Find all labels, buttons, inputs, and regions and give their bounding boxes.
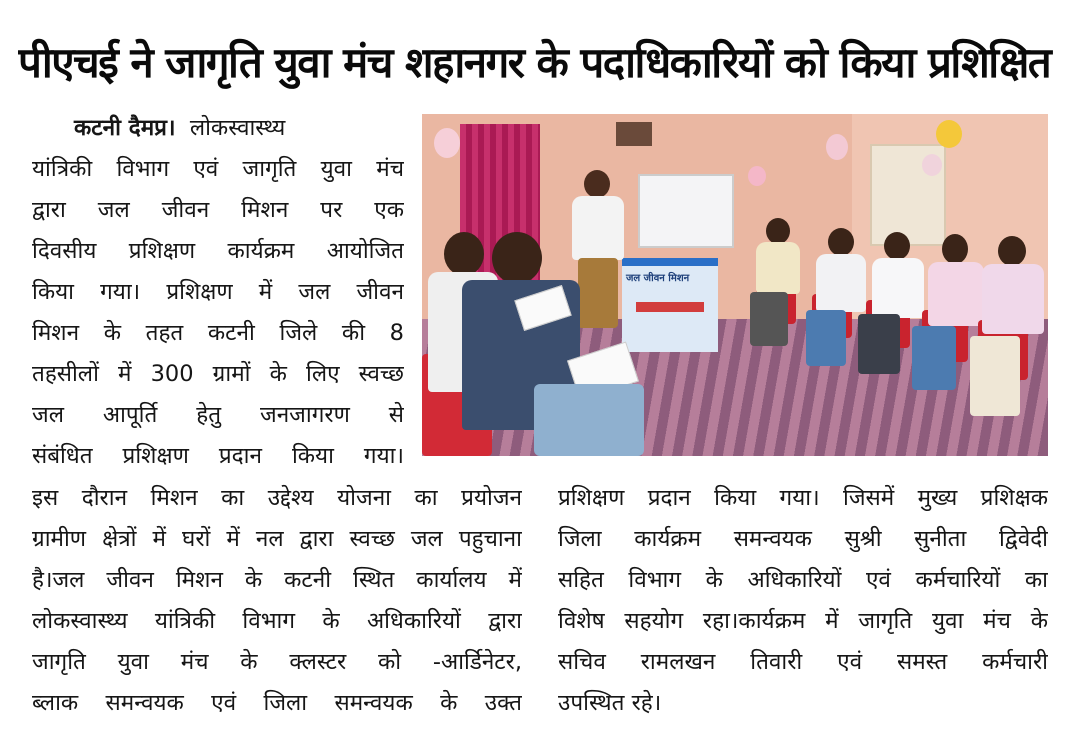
article-line: प्रशिक्षण प्रदान किया गया। जिसमें मुख्य प्रशिक्षक — [558, 485, 1048, 511]
article-line: जल आपूर्ति हेतु जनजागरण से — [32, 402, 404, 428]
article-column-1 — [32, 108, 404, 477]
article-line: उपस्थित रहे। — [558, 690, 662, 716]
article-line: द्वारा जल जीवन मिशन पर एक — [32, 197, 404, 223]
balloon-icon — [922, 154, 942, 176]
article-line: लोकस्वास्थ्य यांत्रिकी विभाग के अधिकारियों द्वारा — [32, 608, 522, 634]
news-photo — [422, 114, 1048, 456]
photo-banner-text: जल जीवन मिशन — [626, 273, 690, 284]
article-line: विशेष सहयोग रहा।कार्यक्रम में जागृति युवा मंच के — [558, 608, 1048, 634]
article-line — [32, 108, 404, 149]
photo-wall-frame — [616, 122, 652, 146]
article-line: जागृति युवा मंच के क्लस्टर को -आर्डिनेटर, — [32, 649, 522, 675]
article-line: है।जल जीवन मिशन के कटनी स्थित कार्यालय में — [32, 567, 522, 593]
headline: पीएचई ने जागृति युवा मंच शहानगर के पदाधिकारियों को किया प्रशिक्षित — [18, 38, 1051, 87]
article-line-text: लोकस्वास्थ्य — [189, 115, 286, 141]
article-line: किया गया। प्रशिक्षण में जल जीवन — [32, 279, 404, 305]
article-line: इस दौरान मिशन का उद्देश्य योजना का प्रयोजन — [32, 485, 522, 511]
article-line: ब्लाक समन्वयक एवं जिला समन्वयक के उक्त — [32, 690, 522, 716]
article-line: सहित विभाग के अधिकारियों एवं कर्मचारियों का — [558, 567, 1048, 593]
dateline: कटनी दैमप्र। — [74, 115, 176, 141]
balloon-icon — [434, 128, 460, 158]
article-column-3 — [558, 478, 1048, 724]
article-column-2 — [32, 478, 522, 724]
article-line: दिवसीय प्रशिक्षण कार्यक्रम आयोजित — [32, 238, 404, 264]
balloon-icon — [936, 120, 962, 148]
photo-whiteboard — [638, 174, 734, 248]
article-line: सचिव रामलखन तिवारी एवं समस्त कर्मचारी — [558, 649, 1048, 675]
article-line: यांत्रिकी विभाग एवं जागृति युवा मंच — [32, 156, 404, 182]
article-line: मिशन के तहत कटनी जिले की 8 — [32, 320, 404, 346]
article-line: संबंधित प्रशिक्षण प्रदान किया गया। — [32, 443, 404, 469]
article-line: जिला कार्यक्रम समन्वयक सुश्री सुनीता द्विवेदी — [558, 526, 1048, 552]
balloon-icon — [826, 134, 848, 160]
balloon-icon — [748, 166, 766, 186]
photo-banner — [622, 258, 718, 352]
article-line: तहसीलों में 300 ग्रामों के लिए स्वच्छ — [32, 361, 404, 387]
article-line: ग्रामीण क्षेत्रों में घरों में नल द्वारा स्वच्छ जल पहुचाना — [32, 526, 522, 552]
attendee-legs — [534, 384, 644, 456]
